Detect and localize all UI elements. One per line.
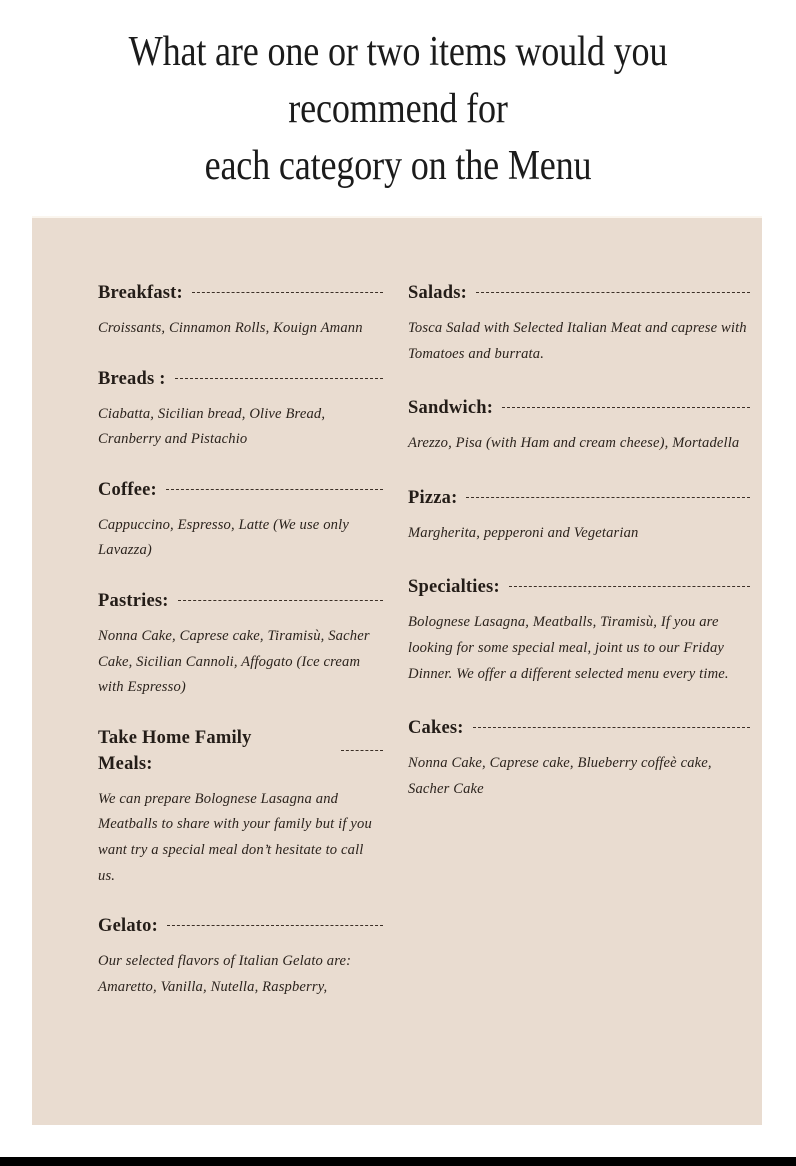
section-heading-pastries: Pastries: xyxy=(98,590,169,611)
menu-section-breakfast xyxy=(98,280,383,342)
section-heading-row xyxy=(98,477,383,503)
dashed-rule xyxy=(178,600,383,601)
section-heading-gelato: Gelato: xyxy=(98,916,158,937)
section-heading-row xyxy=(408,574,750,600)
section-heading-row xyxy=(408,395,750,421)
spacer xyxy=(98,564,383,588)
section-items-specialties: Bolognese Lasagna, Meatballs, Tiramisù, If you are looking for some special meal, joint us to our Friday Dinner. We offer a different selected menu every time. xyxy=(408,614,729,682)
section-items-cakes: Nonna Cake, Caprese cake, Blueberry coffeè cake, Sacher Cake xyxy=(408,755,712,797)
section-items-coffee: Cappuccino, Espresso, Latte (We use only Lavazza) xyxy=(98,516,349,559)
menu-section-sandwich xyxy=(408,395,750,457)
page-title-line-2: recommend for xyxy=(288,86,508,132)
dashed-rule xyxy=(466,497,750,498)
section-heading-row xyxy=(408,485,750,511)
page-title-line-3: each category on the Menu xyxy=(204,143,592,189)
section-heading-row xyxy=(408,715,750,741)
section-items-pizza: Margherita, pepperoni and Vegetarian xyxy=(408,524,639,541)
section-heading-row xyxy=(98,366,383,392)
dashed-rule xyxy=(476,292,750,293)
menu-section-breads xyxy=(98,366,383,453)
section-heading-row xyxy=(408,280,750,306)
dashed-rule xyxy=(473,727,750,728)
menu-columns xyxy=(32,218,762,1125)
section-heading-specialties: Specialties: xyxy=(408,577,500,598)
section-items-breads: Ciabatta, Sicilian bread, Olive Bread, Cranberry and Pistachio xyxy=(98,405,326,448)
section-heading-breads: Breads : xyxy=(98,368,166,389)
section-heading-row xyxy=(98,725,383,777)
page-title xyxy=(40,24,756,195)
menu-section-pizza xyxy=(408,485,750,547)
menu-section-cakes xyxy=(408,715,750,802)
section-items-sandwich: Arezzo, Pisa (with Ham and cream cheese), Mortadella xyxy=(408,435,740,452)
section-heading-take-home-family-meals: Take Home Family Meals: xyxy=(98,727,257,774)
section-heading-coffee: Coffee: xyxy=(98,479,157,500)
menu-section-take-home-family-meals xyxy=(98,725,383,889)
menu-section-salads xyxy=(408,280,750,367)
dashed-rule xyxy=(509,586,750,587)
menu-section-pastries xyxy=(98,588,383,701)
menu-section-gelato xyxy=(98,913,383,1000)
spacer xyxy=(98,701,383,725)
section-heading-cakes: Cakes: xyxy=(408,718,464,739)
section-heading-sandwich: Sandwich: xyxy=(408,398,494,419)
menu-column-left xyxy=(32,218,397,1125)
section-items-salads: Tosca Salad with Selected Italian Meat and caprese with Tomatoes and burrata. xyxy=(408,320,747,362)
spacer xyxy=(408,687,750,715)
spacer xyxy=(98,889,383,913)
section-items-breakfast: Croissants, Cinnamon Rolls, Kouign Amann xyxy=(98,320,363,336)
section-heading-pizza: Pizza: xyxy=(408,487,458,508)
menu-section-specialties xyxy=(408,574,750,687)
menu-panel xyxy=(32,218,762,1125)
section-heading-row xyxy=(98,280,383,306)
page-title-line-1: What are one or two items would you xyxy=(128,29,668,75)
section-items-gelato: Our selected flavors of Italian Gelato are: Amaretto, Vanilla, Nutella, Raspberry, xyxy=(98,953,352,995)
dashed-rule xyxy=(341,750,383,751)
spacer xyxy=(408,367,750,395)
dashed-rule xyxy=(167,925,383,926)
dashed-rule xyxy=(166,489,383,490)
spacer xyxy=(408,457,750,485)
menu-section-coffee xyxy=(98,477,383,564)
menu-column-right xyxy=(397,218,762,1125)
spacer xyxy=(98,342,383,366)
spacer xyxy=(98,453,383,477)
section-heading-breakfast: Breakfast: xyxy=(98,283,183,303)
section-items-pastries: Nonna Cake, Caprese cake, Tiramisù, Sacher Cake, Sicilian Cannoli, Affogato (Ice cream with Espresso) xyxy=(98,627,370,696)
section-heading-row xyxy=(98,913,383,939)
dashed-rule xyxy=(175,378,383,379)
dashed-rule xyxy=(192,292,383,293)
spacer xyxy=(408,546,750,574)
dashed-rule xyxy=(502,407,750,408)
bottom-bar xyxy=(0,1157,796,1166)
section-heading-salads: Salads: xyxy=(408,283,467,303)
section-heading-row xyxy=(98,588,383,614)
section-items-take-home-family-meals: We can prepare Bolognese Lasagna and Meatballs to share with your family but if you want try a special meal don’t hesitate to call us. xyxy=(98,790,372,884)
